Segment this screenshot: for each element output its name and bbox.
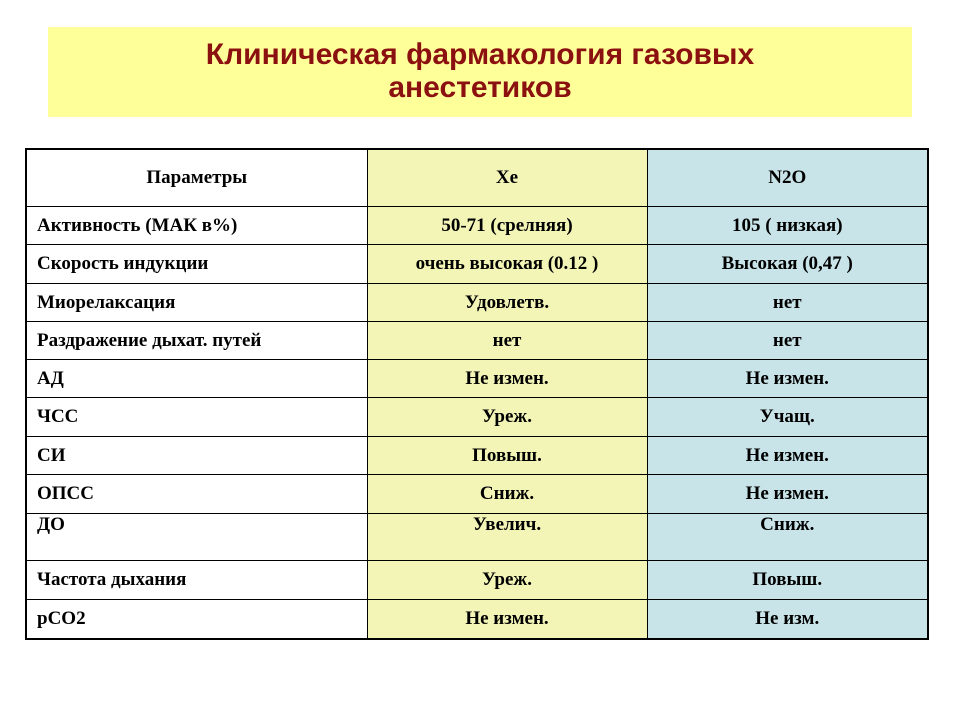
row-n2o-value: Не измен. [647, 475, 928, 514]
row-n2o-value: Не изм. [647, 600, 928, 640]
row-n2o-value: Сниж. [647, 514, 928, 561]
row-parameter: Частота дыхания [26, 561, 367, 600]
row-xe-value: Увелич. [367, 514, 647, 561]
row-parameter: рСО2 [26, 600, 367, 640]
row-parameter: СИ [26, 437, 367, 475]
header-n2o: N2O [647, 149, 928, 207]
row-n2o-value: Не измен. [647, 437, 928, 475]
table-row [26, 475, 928, 514]
table-row [26, 207, 928, 245]
row-xe-value: Сниж. [367, 475, 647, 514]
title-banner [48, 27, 912, 117]
table-row [26, 322, 928, 360]
row-xe-value: Уреж. [367, 398, 647, 437]
table-row [26, 398, 928, 437]
table-row [26, 561, 928, 600]
row-n2o-value: 105 ( низкая) [647, 207, 928, 245]
row-xe-value: нет [367, 322, 647, 360]
table-row [26, 245, 928, 284]
comparison-table [25, 148, 929, 640]
table-row [26, 437, 928, 475]
row-n2o-value: Учащ. [647, 398, 928, 437]
title-line-2: анестетиков [388, 71, 572, 104]
table-row [26, 360, 928, 398]
row-xe-value: Не измен. [367, 360, 647, 398]
row-parameter: Активность (МАК в%) [26, 207, 367, 245]
page-title [48, 38, 912, 104]
row-parameter: ЧСС [26, 398, 367, 437]
row-xe-value: очень высокая (0.12 ) [367, 245, 647, 284]
row-n2o-value: нет [647, 322, 928, 360]
row-xe-value: Не измен. [367, 600, 647, 640]
header-parameters: Параметры [26, 149, 367, 207]
row-n2o-value: Не измен. [647, 360, 928, 398]
table-row [26, 514, 928, 561]
row-parameter: ОПСС [26, 475, 367, 514]
row-n2o-value: Повыш. [647, 561, 928, 600]
table-row [26, 600, 928, 640]
row-xe-value: 50-71 (срелняя) [367, 207, 647, 245]
row-parameter: ДО [26, 514, 367, 561]
table-header-row [26, 149, 928, 207]
title-line-1: Клиническая фармакология газовых [205, 38, 755, 71]
row-parameter: Скорость индукции [26, 245, 367, 284]
row-xe-value: Удовлетв. [367, 284, 647, 322]
table-row [26, 284, 928, 322]
header-xe: Xe [367, 149, 647, 207]
row-xe-value: Повыш. [367, 437, 647, 475]
row-parameter: Раздражение дыхат. путей [26, 322, 367, 360]
row-parameter: Миорелаксация [26, 284, 367, 322]
row-n2o-value: нет [647, 284, 928, 322]
row-n2o-value: Высокая (0,47 ) [647, 245, 928, 284]
row-xe-value: Уреж. [367, 561, 647, 600]
row-parameter: АД [26, 360, 367, 398]
